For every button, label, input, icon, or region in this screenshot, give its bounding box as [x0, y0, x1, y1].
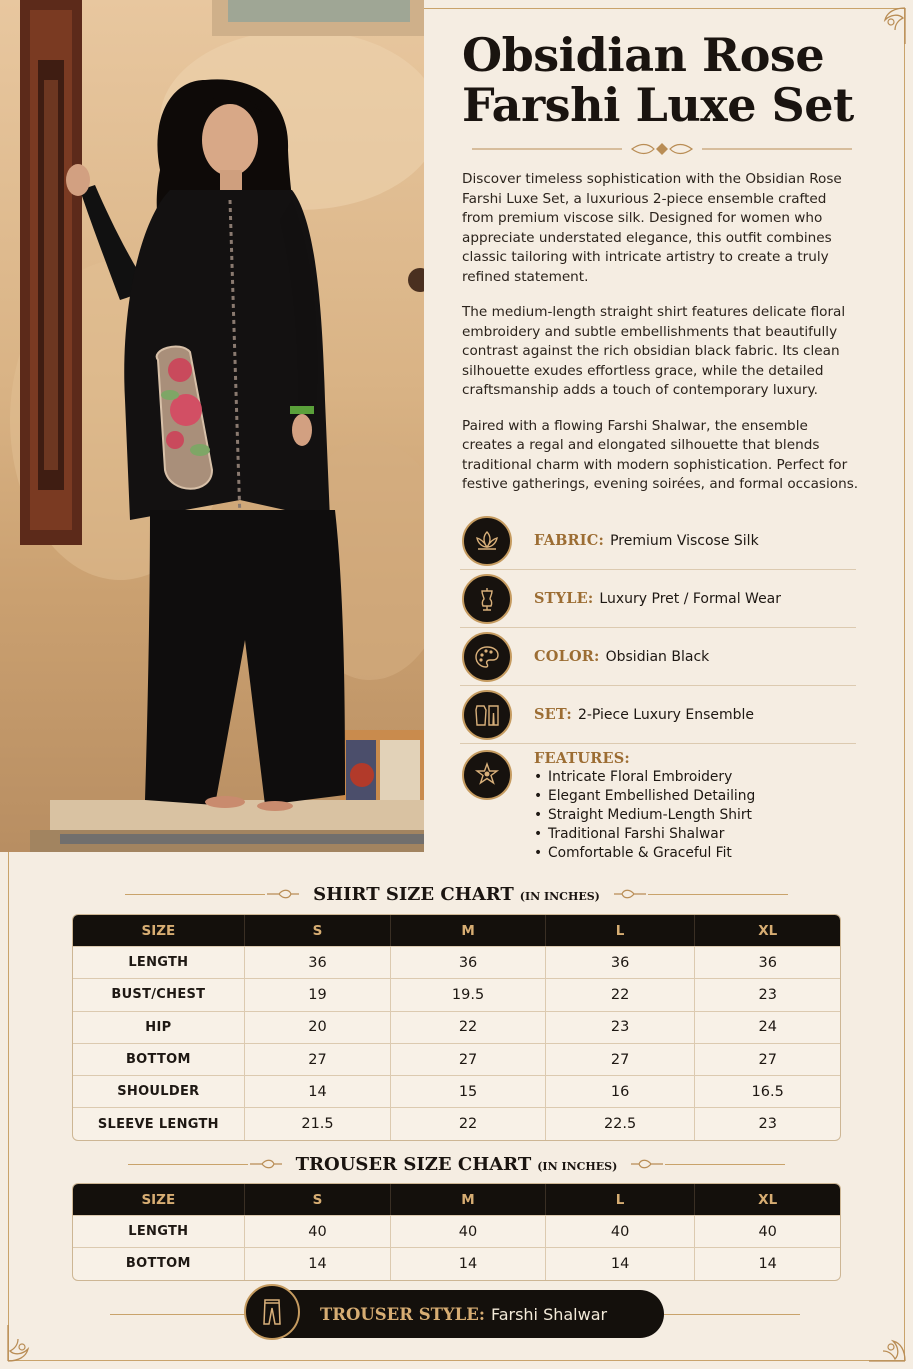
table-cell: 36: [245, 946, 392, 978]
table-row: [73, 1011, 840, 1043]
table-cell: 16: [546, 1075, 696, 1107]
table-cell: 20: [245, 1011, 392, 1043]
chart-unit: (IN INCHES): [537, 1159, 618, 1173]
table-cell: 27: [391, 1043, 546, 1075]
table-cell: 36: [391, 946, 546, 978]
trouser-chart-header: [0, 1152, 913, 1176]
feature-item: • Comfortable & Graceful Fit: [534, 844, 755, 863]
trouser-chart-title: [296, 1154, 618, 1175]
trouser-style-value: Farshi Shalwar: [490, 1304, 608, 1324]
divider-line: [125, 894, 265, 895]
table-cell: 19: [245, 978, 392, 1010]
spec-value: 2-Piece Luxury Ensemble: [577, 706, 755, 723]
column-header: XL: [695, 915, 840, 946]
product-title: [462, 30, 862, 130]
table-cell: 16.5: [695, 1075, 840, 1107]
table-cell: 23: [695, 978, 840, 1010]
table-cell: 27: [245, 1043, 392, 1075]
column-header: XL: [695, 1184, 840, 1215]
table-cell: 14: [546, 1247, 696, 1279]
row-label: SHOULDER: [73, 1075, 245, 1107]
features-column: [534, 750, 755, 863]
column-header: M: [391, 1184, 546, 1215]
lotus-icon: [462, 516, 512, 566]
corner-ornament-icon: [865, 4, 909, 48]
divider-line: [110, 1314, 246, 1315]
shirt-chart-title: [313, 884, 600, 905]
embroidery-star-icon: [462, 750, 512, 800]
dress-form-icon: [462, 574, 512, 624]
trousers-icon: [244, 1284, 300, 1340]
table-cell: 22.5: [546, 1107, 696, 1139]
chart-title-text: SHIRT SIZE CHART: [313, 883, 514, 905]
column-header: SIZE: [73, 1184, 245, 1215]
table-cell: 23: [695, 1107, 840, 1139]
column-header: L: [546, 1184, 696, 1215]
product-description: [462, 170, 862, 495]
spec-value: Obsidian Black: [605, 648, 710, 665]
column-header: SIZE: [73, 915, 245, 946]
feature-item: • Elegant Embellished Detailing: [534, 787, 755, 806]
trouser-size-table: [72, 1183, 841, 1281]
spec-style: [460, 570, 856, 628]
divider-line: [128, 1164, 248, 1165]
palette-icon: [462, 632, 512, 682]
table-header-row: [73, 915, 840, 946]
feature-item: • Traditional Farshi Shalwar: [534, 825, 755, 844]
features-list: [534, 768, 755, 863]
table-cell: 40: [695, 1215, 840, 1247]
description-paragraph: Discover timeless sophistication with the Obsidian Rose Farshi Luxe Set, a luxurious 2-piece ensemble crafted from premium viscose silk. Designed for women who appreciate understated elegance, this outfit combines classic tailoring with intricate artistry to create a truly refined statement.: [462, 171, 842, 285]
table-cell: 19.5: [391, 978, 546, 1010]
table-row: [73, 978, 840, 1010]
spec-set: [460, 686, 856, 744]
table-row: [73, 1247, 840, 1279]
spec-label: SET:: [534, 706, 572, 723]
table-row: [73, 1075, 840, 1107]
description-paragraph: The medium-length straight shirt features delicate floral embroidery and subtle embellishments that beautifully contrast against the rich obsidian black fabric. Its clean silhouette exudes effortless grace, while the detailed craftsmanship adds a touch of contemporary luxury.: [462, 304, 846, 398]
feature-item: • Straight Medium-Length Shirt: [534, 806, 755, 825]
table-cell: 27: [695, 1043, 840, 1075]
row-label: BOTTOM: [73, 1247, 245, 1279]
divider-line: [665, 1164, 785, 1165]
table-header-row: [73, 1184, 840, 1215]
scroll-ornament-icon: [612, 888, 648, 900]
trouser-style-label: TROUSER STYLE:: [320, 1304, 485, 1324]
shirt-chart-header: [0, 882, 913, 906]
product-photo: [0, 0, 424, 852]
spec-label: FABRIC:: [534, 532, 605, 549]
spec-fabric: [460, 512, 856, 570]
table-cell: 36: [546, 946, 696, 978]
column-header: L: [546, 915, 696, 946]
feature-item: • Intricate Floral Embroidery: [534, 768, 755, 787]
row-label: BOTTOM: [73, 1043, 245, 1075]
outfit-set-icon: [462, 690, 512, 740]
description-paragraph: Paired with a flowing Farshi Shalwar, the ensemble creates a regal and elongated silhouette that blends traditional charm with modern sophistication. Perfect for festive gatherings, evening soirées, and formal occasions.: [462, 417, 859, 492]
row-label: BUST/CHEST: [73, 978, 245, 1010]
spec-list: [460, 512, 856, 863]
table-cell: 40: [546, 1215, 696, 1247]
scroll-ornament-icon: [265, 888, 301, 900]
row-label: SLEEVE LENGTH: [73, 1107, 245, 1139]
spec-color: [460, 628, 856, 686]
column-header: S: [245, 1184, 392, 1215]
table-cell: 22: [546, 978, 696, 1010]
table-cell: 24: [695, 1011, 840, 1043]
chart-title-text: TROUSER SIZE CHART: [295, 1153, 532, 1175]
table-cell: 23: [546, 1011, 696, 1043]
table-cell: 14: [391, 1247, 546, 1279]
product-info: [462, 30, 862, 495]
table-cell: 36: [695, 946, 840, 978]
divider-line: [648, 894, 788, 895]
table-cell: 15: [391, 1075, 546, 1107]
scroll-ornament-icon: [248, 1158, 284, 1170]
trouser-style-badge: [246, 1290, 664, 1338]
divider-ornament-icon: [472, 142, 852, 156]
spec-label: STYLE:: [534, 590, 594, 607]
scroll-ornament-icon: [629, 1158, 665, 1170]
spec-value: Premium Viscose Silk: [610, 532, 759, 549]
spec-value: Luxury Pret / Formal Wear: [599, 590, 782, 607]
table-cell: 14: [695, 1247, 840, 1279]
shirt-size-table: [72, 914, 841, 1141]
row-label: LENGTH: [73, 946, 245, 978]
table-row: [73, 1215, 840, 1247]
row-label: HIP: [73, 1011, 245, 1043]
divider-line: [664, 1314, 800, 1315]
table-row: [73, 1043, 840, 1075]
table-cell: 22: [391, 1107, 546, 1139]
spec-label: COLOR:: [534, 648, 600, 665]
title-line-2: Farshi Luxe Set: [462, 78, 854, 132]
table-cell: 27: [546, 1043, 696, 1075]
table-cell: 40: [245, 1215, 392, 1247]
title-line-1: Obsidian Rose: [462, 28, 825, 82]
row-label: LENGTH: [73, 1215, 245, 1247]
table-cell: 40: [391, 1215, 546, 1247]
table-row: [73, 1107, 840, 1139]
column-header: S: [245, 915, 392, 946]
table-cell: 22: [391, 1011, 546, 1043]
trouser-style-row: [0, 1290, 913, 1338]
table-row: [73, 946, 840, 978]
table-cell: 21.5: [245, 1107, 392, 1139]
features-label: FEATURES:: [534, 750, 630, 767]
table-cell: 14: [245, 1247, 392, 1279]
table-cell: 14: [245, 1075, 392, 1107]
model-photo-illustration: [0, 0, 424, 852]
chart-unit: (IN INCHES): [519, 889, 600, 903]
column-header: M: [391, 915, 546, 946]
spec-features: [460, 744, 856, 863]
